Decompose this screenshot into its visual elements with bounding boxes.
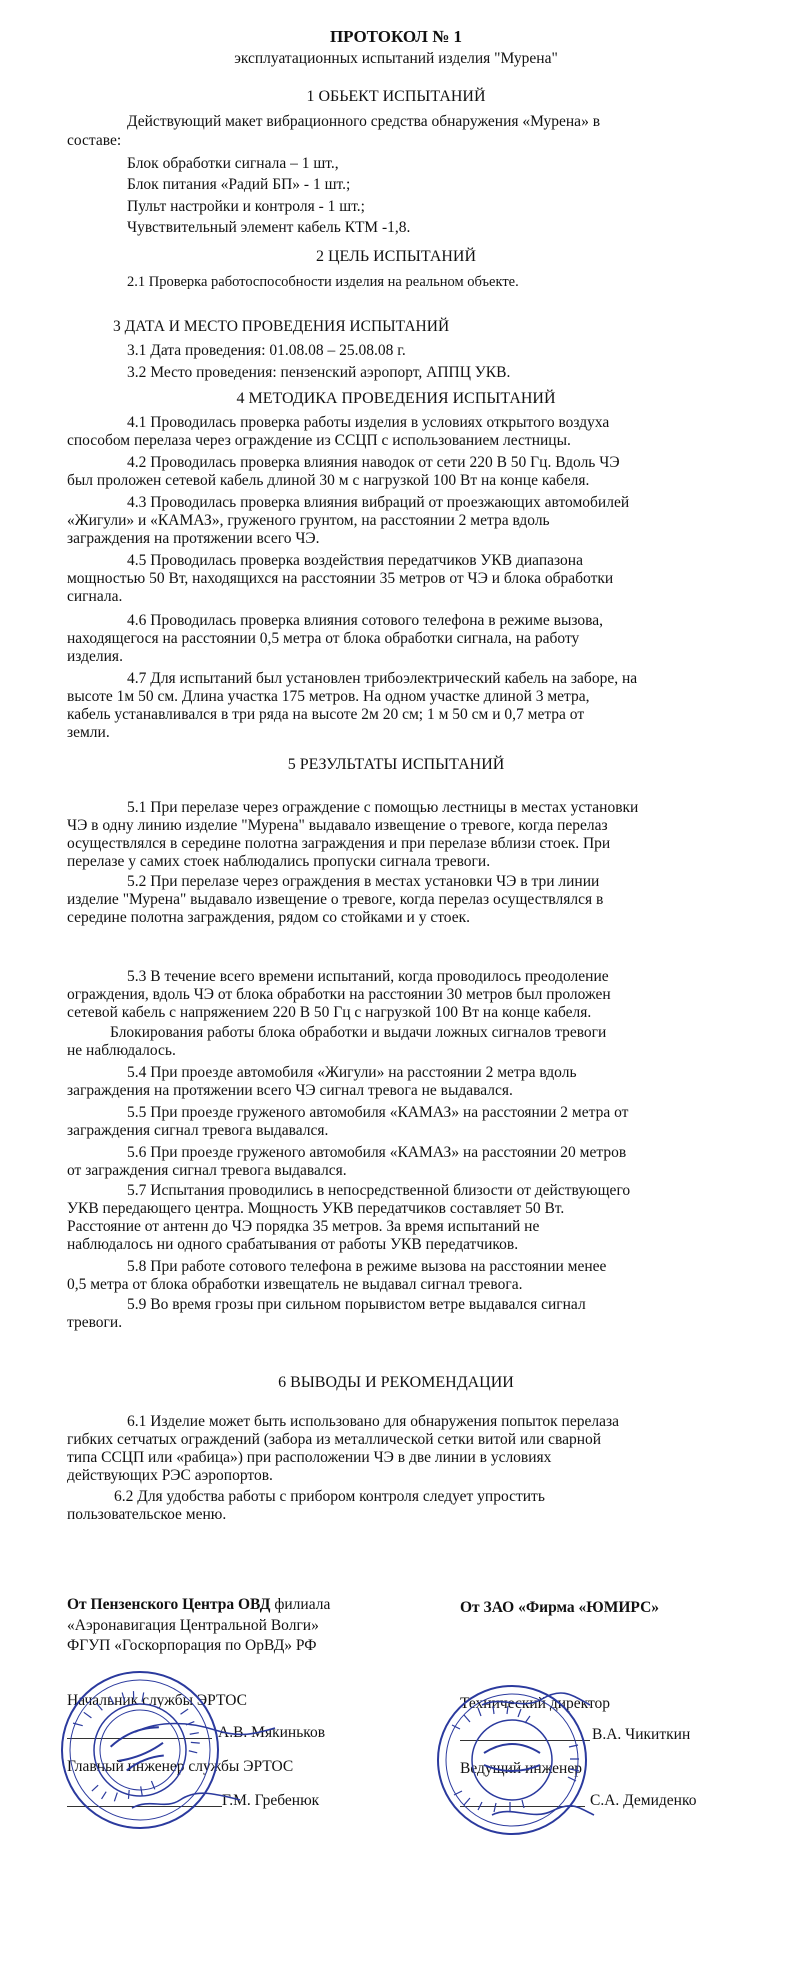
text-line: Блокирования работы блока обработки и выдачи ложных сигналов тревоги (110, 1024, 607, 1041)
document-subtitle: эксплуатационных испытаний изделия "Мурена" (234, 50, 558, 67)
text-line: сигнала. (67, 588, 123, 605)
text-line: ЧЭ в одну линию изделие "Мурена" выдавало извещение о тревоге, когда перелаз (67, 817, 608, 834)
text-line: Блок обработки сигнала – 1 шт., (127, 155, 339, 172)
text-line: заграждения на протяжении всего ЧЭ сигнал тревога не выдавался. (67, 1082, 513, 1099)
section-6-heading: 6 ВЫВОДЫ И РЕКОМЕНДАЦИИ (278, 1374, 514, 1391)
text-line: 5.6 При проезде груженого автомобиля «КАМАЗ» на расстоянии 20 метров (127, 1144, 627, 1161)
text-line: 4.7 Для испытаний был установлен трибоэлектрический кабель на заборе, на (127, 670, 638, 687)
right-org: От ЗАО «Фирма «ЮМИРС» (460, 1599, 660, 1616)
section-1-heading: 1 ОБЬЕКТ ИСПЫТАНИЙ (306, 88, 486, 105)
text-line: находящегося на расстоянии 0,5 метра от блока обработки сигнала, на работу (67, 630, 580, 647)
text-line: 4.1 Проводилась проверка работы изделия в условиях открытого воздуха (127, 414, 610, 431)
text-line: Блок питания «Радий БП» - 1 шт.; (127, 176, 351, 193)
text-line: изделие "Мурена" выдавало извещение о тревоге, когда перелаз осуществлялся в (67, 891, 604, 908)
text-line: Действующий макет вибрационного средства обнаружения «Мурена» в (127, 113, 601, 130)
text-line: ограждения, вдоль ЧЭ от блока обработки на расстоянии 30 метров был проложен (67, 986, 611, 1003)
right-stamp-seal-icon (412, 1665, 662, 1840)
text-line: не наблюдалось. (67, 1042, 176, 1059)
text-line: 5.7 Испытания проводились в непосредственной близости от действующего (127, 1182, 631, 1199)
text-line: пользовательское меню. (67, 1506, 227, 1523)
left-role-2: Главный инженер службы ЭРТОС (67, 1758, 294, 1775)
text-line: 4.2 Проводилась проверка влияния наводок от сети 220 В 50 Гц. Вдоль ЧЭ (127, 454, 620, 471)
text-line: УКВ передающего центра. Мощность УКВ передатчиков составляет 50 Вт. (67, 1200, 565, 1217)
text-line: 3.2 Место проведения: пензенский аэропорт, АППЦ УКВ. (127, 364, 511, 381)
text-line: составе: (67, 132, 122, 149)
right-name-2: С.А. Демиденко (590, 1792, 697, 1809)
text-line: мощностью 50 Вт, находящихся на расстоянии 35 метров от ЧЭ и блока обработки (67, 570, 614, 587)
left-stamp-seal-icon (40, 1660, 280, 1835)
text-line: 3.1 Дата проведения: 01.08.08 – 25.08.08 г. (127, 342, 406, 359)
text-line: изделия. (67, 648, 123, 665)
text-line: 0,5 метра от блока обработки извещатель не выдавал сигнал тревога. (67, 1276, 523, 1293)
text-line: тревоги. (67, 1314, 123, 1331)
right-role-2: Ведущий инженер (460, 1760, 582, 1777)
right-name-1: В.А. Чикиткин (592, 1726, 691, 1743)
left-name-2: Г.М. Гребенюк (222, 1792, 320, 1809)
text-line: середине полотна заграждения, рядом со стойками и у стоек. (67, 909, 471, 926)
text-line: 2.1 Проверка работоспособности изделия на реальном объекте. (127, 274, 519, 290)
text-line: 5.5 При проезде груженого автомобиля «КАМАЗ» на расстоянии 2 метра от (127, 1104, 629, 1121)
text-line: гибких сетчатых ограждений (забора из металлической сетки витой или сварной (67, 1431, 602, 1448)
left-org-suffix: филиала (270, 1596, 331, 1613)
text-line: 6.1 Изделие может быть использовано для обнаружения попыток перелаза (127, 1413, 619, 1430)
text-line: 5.1 При перелазе через ограждение с помощью лестницы в местах установки (127, 799, 639, 816)
text-line: заграждения на протяжении всего ЧЭ. (67, 530, 320, 547)
section-4-heading: 4 МЕТОДИКА ПРОВЕДЕНИЯ ИСПЫТАНИЙ (236, 390, 556, 407)
text-line: действующих РЭС аэропортов. (67, 1467, 273, 1484)
right-role-1: Технический директор (460, 1695, 611, 1712)
text-line: 4.6 Проводилась проверка влияния сотового телефона в режиме вызова, (127, 612, 604, 629)
text-line: «Жигули» и «КАМАЗ», груженого грунтом, на расстоянии 2 метра вдоль (67, 512, 550, 529)
section-3-heading: 3 ДАТА И МЕСТО ПРОВЕДЕНИЯ ИСПЫТАНИЙ (113, 318, 450, 335)
left-name-1: А.В. Мякиньков (218, 1724, 326, 1741)
text-line: Пульт настройки и контроля - 1 шт.; (127, 198, 365, 215)
text-line: кабель устанавливался в три ряда на высоте 2м 20 см; 1 м 50 см и 0,7 метра от (67, 706, 585, 723)
left-org-name: От Пензенского Центра ОВД (67, 1596, 271, 1613)
text-line: заграждения сигнал тревога выдавался. (67, 1122, 329, 1139)
text-line: Расстояние от антенн до ЧЭ порядка 35 метров. За время испытаний не (67, 1218, 540, 1235)
text-line: 6.2 Для удобства работы с прибором контроля следует упростить (114, 1488, 545, 1505)
left-org-line-3: ФГУП «Госкорпорация по ОрВД» РФ (67, 1637, 317, 1654)
section-2-heading: 2 ЦЕЛЬ ИСПЫТАНИЙ (315, 248, 477, 265)
text-line: 5.2 При перелазе через ограждения в местах установки ЧЭ в три линии (127, 873, 600, 890)
left-org-line-1 (67, 1596, 330, 1614)
left-role-1: Начальник службы ЭРТОС (67, 1692, 247, 1709)
text-line: 5.4 При проезде автомобиля «Жигули» на расстоянии 2 метра вдоль (127, 1064, 577, 1081)
text-line: был проложен сетевой кабель длиной 30 м с нагрузкой 100 Вт на конце кабеля. (67, 472, 590, 489)
text-line: сетевой кабель с напряжением 220 В 50 Гц с нагрузкой 100 Вт на конце кабеля. (67, 1004, 592, 1021)
text-line: высоте 1м 50 см. Длина участка 175 метров. На одном участке длиной 3 метра, (67, 688, 590, 705)
text-line: наблюдалось ни одного срабатывания от работы УКВ передатчиков. (67, 1236, 519, 1253)
text-line: 5.8 При работе сотового телефона в режиме вызова на расстоянии менее (127, 1258, 607, 1275)
text-line: перелазе у самих стоек наблюдались пропуски сигнала тревоги. (67, 853, 491, 870)
text-line: от заграждения сигнал тревога выдавался. (67, 1162, 347, 1179)
text-line: 4.5 Проводилась проверка воздействия передатчиков УКВ диапазона (127, 552, 583, 569)
text-line: 5.9 Во время грозы при сильном порывистом ветре выдавался сигнал (127, 1296, 586, 1313)
text-line: 4.3 Проводилась проверка влияния вибраций от проезжающих автомобилей (127, 494, 630, 511)
text-line: земли. (67, 724, 110, 741)
text-line: 5.3 В течение всего времени испытаний, когда проводилось преодоление (127, 968, 609, 985)
document-title: ПРОТОКОЛ № 1 (329, 27, 463, 46)
left-org-line-2: «Аэронавигация Центральной Волги» (67, 1617, 319, 1634)
text-line: типа ССЦП или «рабица») при расположении ЧЭ в две линии в условиях (67, 1449, 552, 1466)
text-line: Чувствительный элемент кабель КТМ -1,8. (127, 219, 411, 236)
section-5-heading: 5 РЕЗУЛЬТАТЫ ИСПЫТАНИЙ (287, 756, 505, 773)
text-line: осуществлялся в середине полотна заграждения и при перелазе вблизи стоек. При (67, 835, 611, 852)
text-line: способом перелаза через ограждение из ССЦП с использованием лестницы. (67, 432, 571, 449)
